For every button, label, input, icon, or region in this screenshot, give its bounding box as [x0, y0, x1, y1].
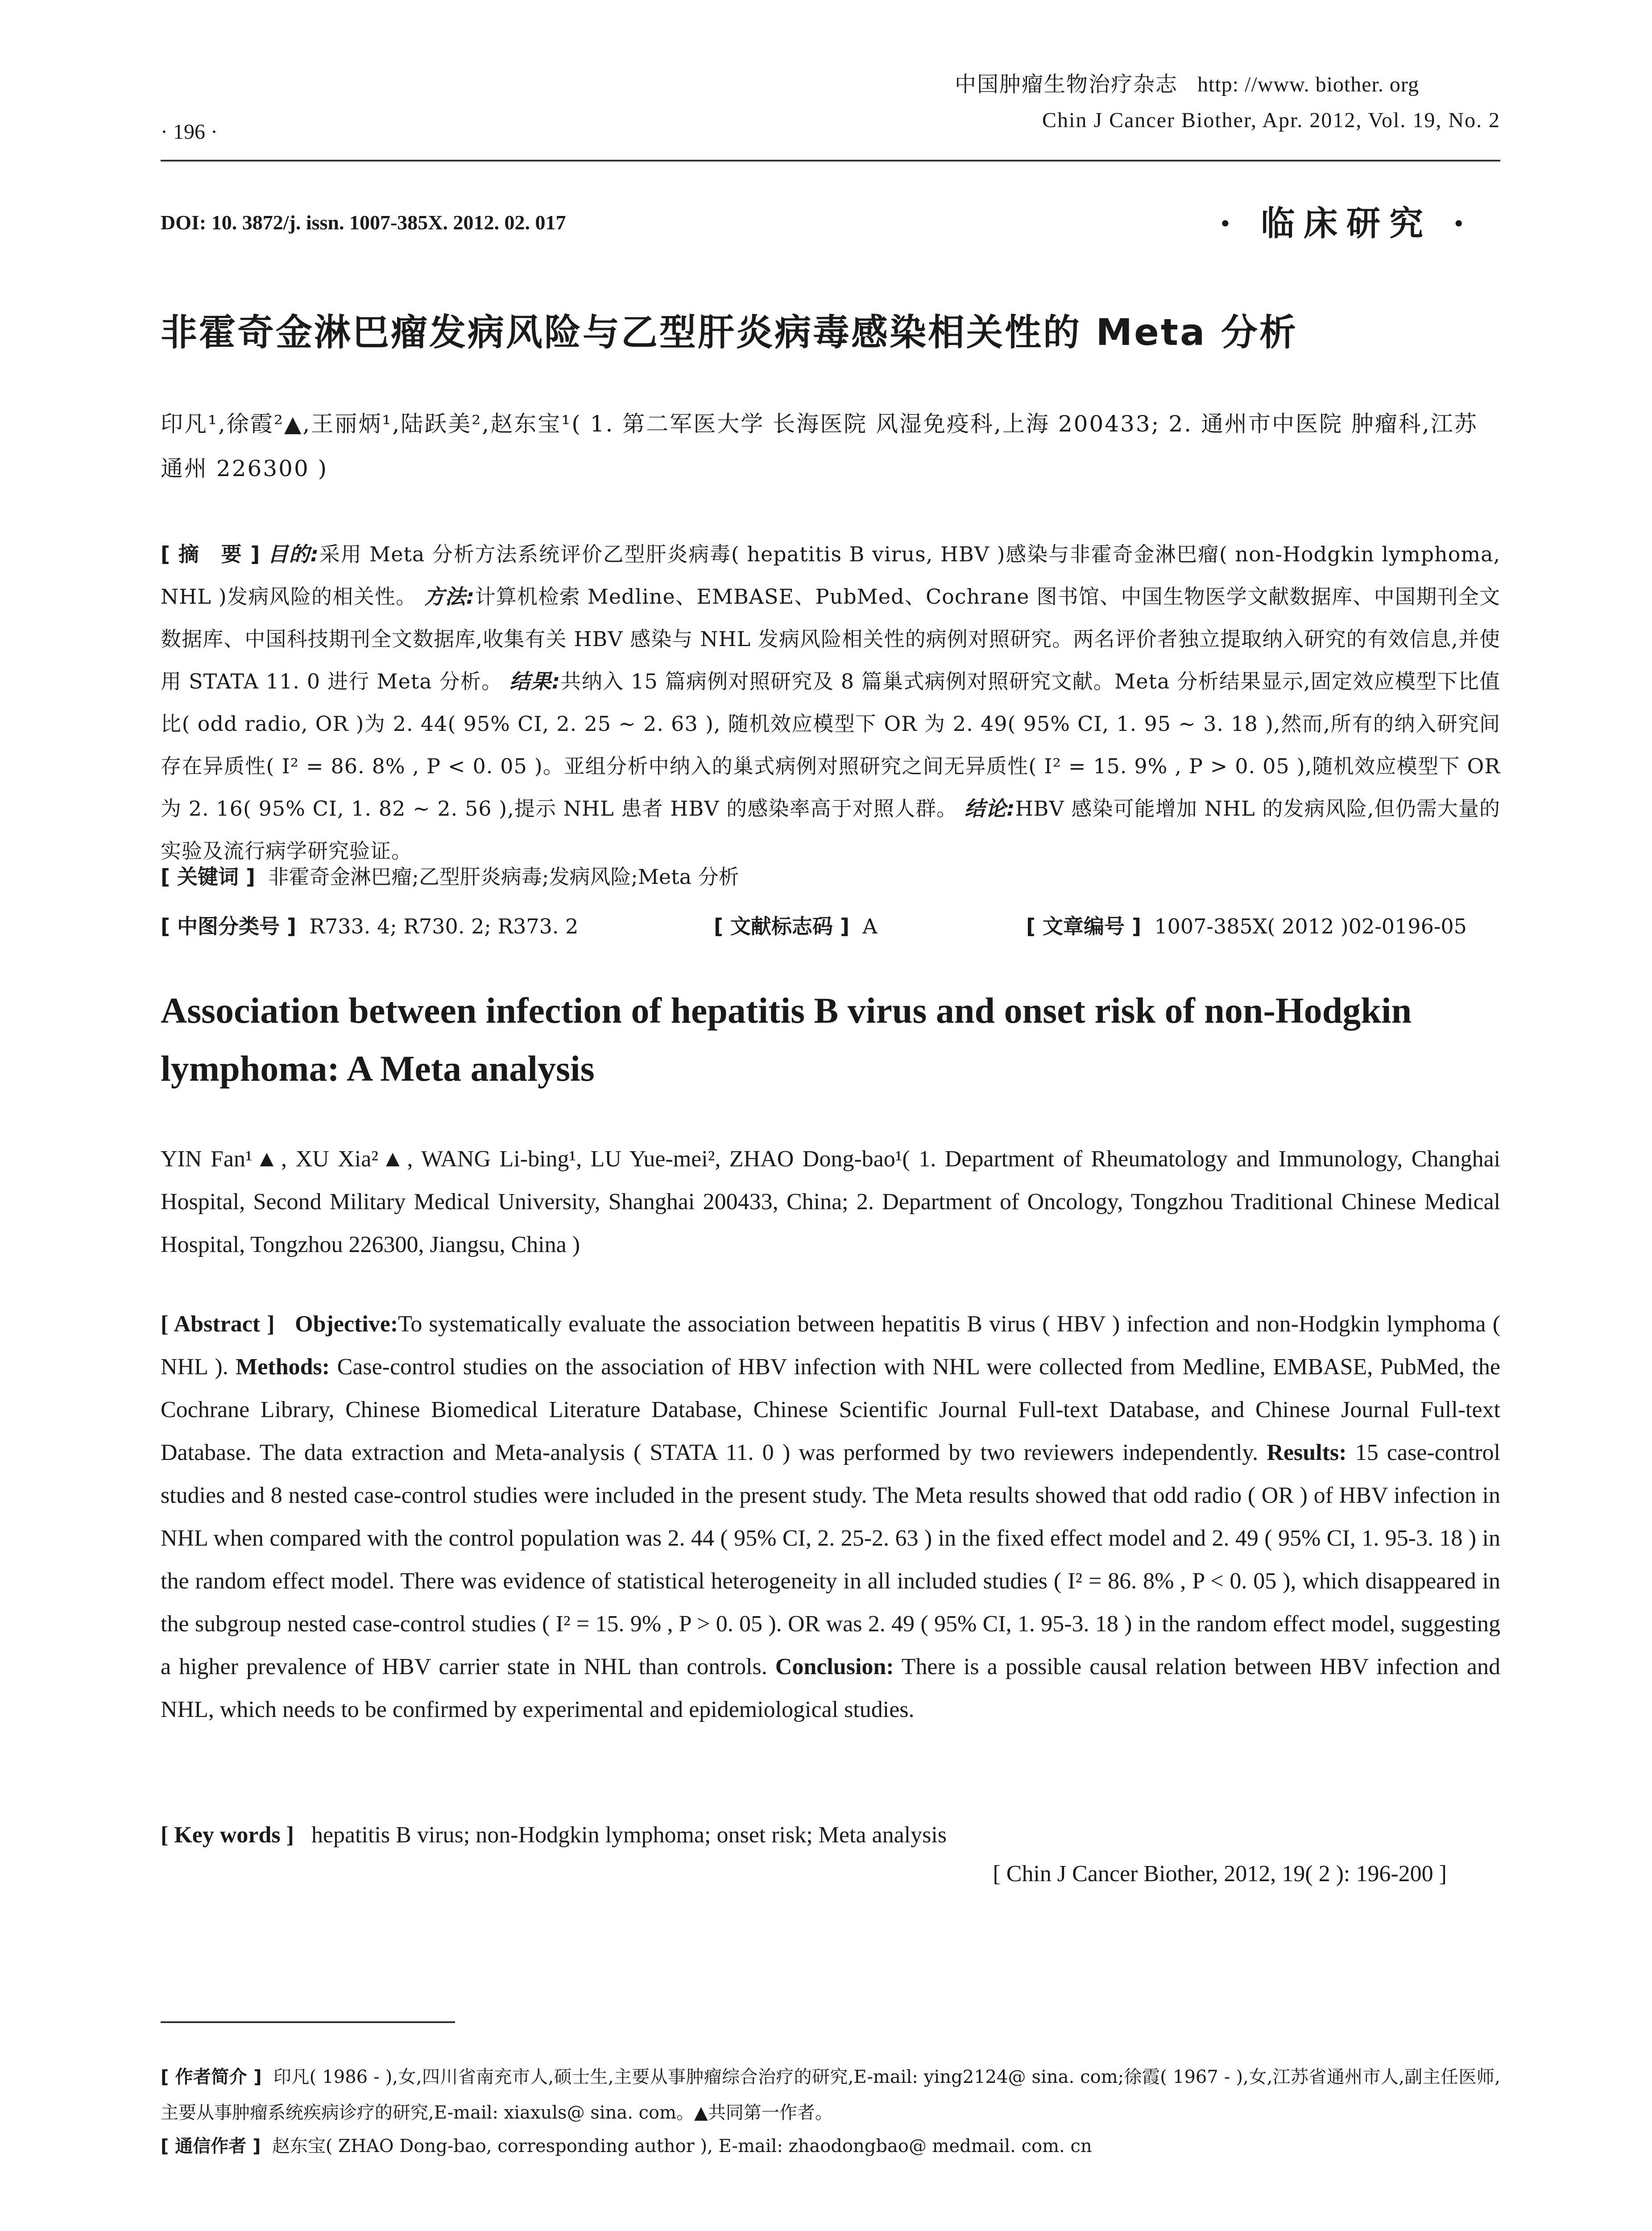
section-label: · 临床研究 ·	[1219, 203, 1474, 243]
doi[interactable]: DOI: 10. 3872/j. issn. 1007-385X. 2012. 02. 017	[161, 211, 566, 234]
abstract-en	[161, 1303, 1500, 1731]
corresponding-author-text: 赵东宝( ZHAO Dong-bao, corresponding author ), E-mail: zhaodongbao@ medmail. com. cn	[272, 2136, 1092, 2156]
doc-code-item	[714, 910, 878, 940]
header-divider	[161, 160, 1500, 162]
journal-url[interactable]: http: //www. biother. org	[1197, 73, 1419, 96]
journal-name-cn: 中国肿瘤生物治疗杂志	[955, 72, 1178, 97]
issue-info: Chin J Cancer Biother, Apr. 2012, Vol. 19, No. 2	[1042, 108, 1500, 132]
article-title-en: Association between infection of hepatitis B virus and onset risk of non-Hodgkin lymphoma: A Meta analysis	[161, 990, 1412, 1089]
objective-cn-label: 目的:	[267, 542, 319, 566]
objective-en: To systematically evaluate the association between hepatitis B virus ( HBV ) infection and non-Hodgkin lymphoma ( NHL ).	[161, 1311, 1501, 1380]
abstract-cn-label: [ 摘 要 ]	[161, 542, 261, 566]
page-number: · 196 ·	[161, 120, 218, 144]
keywords-en	[161, 1814, 1500, 1857]
abstract-cn	[161, 533, 1500, 872]
methods-en: Case-control studies on the association of HBV infection with NHL were collected from Medline, EMBASE, PubMed, the Cochrane Library, Chinese Biomedical Literature Database, Chinese Scientific Journal Full-text Database, and Chinese Journal Full-text Database. The data extraction and Meta-analysis ( STATA 11. 0 ) was performed by two reviewers independently.	[161, 1354, 1501, 1465]
doc-code-value: A	[862, 914, 878, 938]
conclusion-cn-label: 结论:	[964, 796, 1015, 821]
article-number-item	[1026, 910, 1467, 940]
conclusion-en-label: Conclusion:	[775, 1654, 894, 1679]
article-number-value: 1007-385X( 2012 )02-0196-05	[1154, 914, 1467, 938]
results-cn-label: 结果:	[509, 669, 561, 693]
abstract-en-label: [ Abstract ]	[161, 1311, 275, 1337]
footnote-divider	[161, 2021, 455, 2023]
methods-cn-label: 方法:	[424, 585, 475, 609]
keywords-cn-label: [ 关键词 ]	[161, 865, 256, 889]
authors-en: YIN Fan¹▲, XU Xia²▲, WANG Li-bing¹, LU Yue-mei², ZHAO Dong-bao¹( 1. Department of Rheumatology and Immunology, Changhai Hospital, Second Military Medical University, Shanghai 200433, China; 2. Department of Oncology, Tongzhou Traditional Chinese Medical Hospital, Tongzhou 226300, Jiangsu, China )	[161, 1146, 1500, 1257]
clc-label: [ 中图分类号 ]	[161, 914, 297, 938]
conclusion-en: There is a possible causal relation between HBV infection and NHL, which needs to be confirmed by experimental and epidemiological studies.	[161, 1654, 1501, 1722]
citation: [ Chin J Cancer Biother, 2012, 19( 2 ): 196-200 ]	[993, 1861, 1447, 1887]
methods-en-label: Methods:	[236, 1354, 330, 1380]
author-bio-footnote	[161, 2059, 1500, 2131]
authors-cn: 印凡¹,徐霞²▲,王丽炳¹,陆跃美²,赵东宝¹( 1. 第二军医大学 长海医院 风湿免疫科,上海 200433; 2. 通州市中医院 肿瘤科,江苏 通州 226300 )	[161, 411, 1478, 481]
conclusion-cn: HBV 感染可能增加 NHL 的发病风险,但仍需大量的实验及流行病学研究验证。	[161, 796, 1500, 863]
author-bio-text: 印凡( 1986 - ),女,四川省南充市人,硕士生,主要从事肿瘤综合治疗的研究,E-mail: ying2124@ sina. com;徐霞( 1967 - ),女,江苏省通州市人,副主任医师,主要从事肿瘤系统疾病诊疗的研究,E-mail: xiaxuls@ sina. com。▲共同第一作者。	[161, 2067, 1500, 2123]
corresponding-author-label: [ 通信作者 ]	[161, 2136, 261, 2156]
results-en-label: Results:	[1267, 1440, 1347, 1465]
article-number-label: [ 文章编号 ]	[1026, 914, 1142, 938]
clc-value: R733. 4; R730. 2; R373. 2	[309, 914, 579, 938]
keywords-cn	[161, 859, 1500, 895]
doc-code-label: [ 文献标志码 ]	[714, 914, 850, 938]
keywords-en-label: [ Key words ]	[161, 1822, 294, 1848]
objective-cn: 采用 Meta 分析方法系统评价乙型肝炎病毒( hepatitis B virus, HBV )感染与非霍奇金淋巴瘤( non-Hodgkin lymphoma, NHL )发病风险的相关性。	[161, 542, 1501, 609]
clc-item	[161, 910, 578, 940]
results-en: 15 case-control studies and 8 nested case-control studies were included in the present study. The Meta results showed that odd radio ( OR ) of HBV infection in NHL when compared with the control population was 2. 44 ( 95% CI, 2. 25-2. 63 ) in the fixed effect model and 2. 49 ( 95% CI, 1. 95-3. 18 ) in the random effect model. There was evidence of statistical heterogeneity in all included studies ( I² = 86. 8% , P < 0. 05 ), which disappeared in the subgroup nested case-control studies ( I² = 15. 9% , P > 0. 05 ). OR was 2. 49 ( 95% CI, 1. 95-3. 18 ) in the random effect model, suggesting a higher prevalence of HBV carrier state in NHL than controls.	[161, 1440, 1500, 1679]
keywords-cn-text: 非霍奇金淋巴瘤;乙型肝炎病毒;发病风险;Meta 分析	[268, 865, 739, 889]
objective-en-label: Objective:	[295, 1311, 398, 1337]
results-cn: 共纳入 15 篇病例对照研究及 8 篇巢式病例对照研究文献。Meta 分析结果显示,固定效应模型下比值比( odd radio, OR )为 2. 44( 95% CI, 2. 25 ~ 2. 63 ), 随机效应模型下 OR 为 2. 49( 95% CI, 1. 95 ~ 3. 18 ),然而,所有的纳入研究间存在异质性( I² = 86. 8% , P < 0. 05 )。亚组分析中纳入的巢式病例对照研究之间无异质性( I² = 15. 9% , P > 0. 05 ),随机效应模型下 OR 为 2. 16( 95% CI, 1. 82 ~ 2. 56 ),提示 NHL 患者 HBV 的感染率高于对照人群。	[161, 669, 1501, 821]
article-title-cn: 非霍奇金淋巴瘤发病风险与乙型肝炎病毒感染相关性的 Meta 分析	[161, 311, 1298, 354]
journal-header	[955, 67, 1419, 98]
corresponding-author-footnote	[161, 2128, 1500, 2164]
author-bio-label: [ 作者简介 ]	[161, 2067, 262, 2087]
keywords-en-text: hepatitis B virus; non-Hodgkin lymphoma; onset risk; Meta analysis	[311, 1822, 947, 1848]
methods-cn: 计算机检索 Medline、EMBASE、PubMed、Cochrane 图书馆、中国生物医学文献数据库、中国期刊全文数据库、中国科技期刊全文数据库,收集有关 HBV 感染与 NHL 发病风险相关性的病例对照研究。两名评价者独立提取纳入研究的有效信息,并使用 STATA 11. 0 进行 Meta 分析。	[161, 585, 1500, 693]
